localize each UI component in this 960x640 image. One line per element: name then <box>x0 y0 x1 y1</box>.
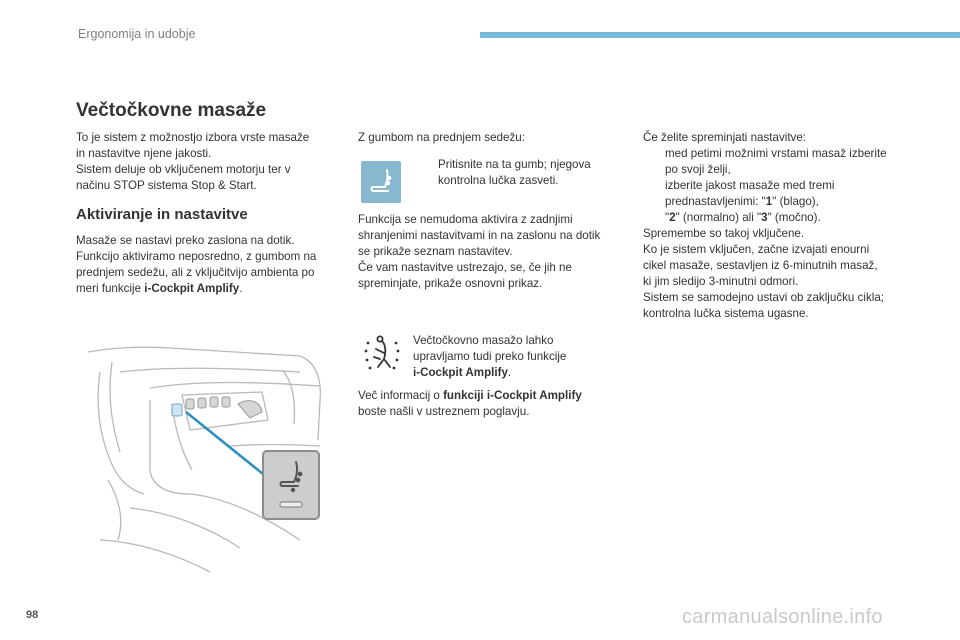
settings-paragraph-line: kontrolna lučka sistema ugasne. <box>643 307 809 320</box>
intensity-level-1: 1 <box>765 195 773 208</box>
button-paragraph-line: spreminjate, prikaže osnovni prikaz. <box>358 277 543 290</box>
settings-paragraph-line: ki jim sledijo 3-minutni odmori. <box>643 275 799 288</box>
seat-massage-button-closeup <box>262 450 320 520</box>
activation-paragraph <box>76 233 316 297</box>
activation-line: Funkcijo aktiviramo neposredno, z gumbom na <box>76 250 317 263</box>
seat-massage-button-icon <box>361 161 401 203</box>
bullet-line: po svoji želji, <box>665 163 731 176</box>
button-paragraph <box>358 212 600 292</box>
settings-intro: Če želite spreminjati nastavitve: <box>643 131 807 144</box>
bullet-line: Pritisnite na ta gumb; njegova <box>438 158 591 171</box>
icockpit-amplify-term: i-Cockpit Amplify <box>413 366 508 379</box>
settings-paragraph <box>643 226 884 322</box>
settings-bullet-intensity: izberite jakost masaže med tremi prednastavljenimi: "1" (blago), "2" (normalno) ali "3" (močno). <box>665 179 835 224</box>
amplify-note-line: upravljamo tudi preko funkcije <box>413 350 567 363</box>
activation-line-prefix: meri funkcije <box>76 282 145 295</box>
button-paragraph-line: shranjenimi nastavitvami in na zaslonu na dotik <box>358 229 601 242</box>
intensity-level-3-label: " (močno). <box>767 211 821 224</box>
more-info-function-name: funkciji i-Cockpit Amplify <box>443 389 582 402</box>
header-accent-bar <box>480 32 960 38</box>
more-info-prefix: Več informacij o <box>358 389 444 402</box>
settings-paragraph-line: Spremembe so takoj vključene. <box>643 227 805 240</box>
amplify-note-suffix: . <box>507 366 512 379</box>
button-bullet <box>416 157 616 189</box>
bullet-line: izberite jakost masaže med tremi <box>665 179 835 192</box>
activation-line: Masaže se nastavi preko zaslona na dotik. <box>76 234 295 247</box>
intensity-level-2: 2 <box>669 211 676 224</box>
button-intro: Z gumbom na prednjem sedežu: <box>358 131 525 144</box>
activation-line: prednjem sedežu, ali z vključitvijo ambienta po <box>76 266 315 279</box>
settings-paragraph-line: Ko je sistem vključen, začne izvajati enourni <box>643 243 870 256</box>
bullet-line: prednastavljenimi: " <box>665 195 766 208</box>
page-number: 98 <box>26 609 39 621</box>
intro-line: Sistem deluje ob vključenem motorju ter v <box>76 163 291 176</box>
section-header-label: Ergonomija in udobje <box>78 27 196 41</box>
page-title: Večtočkovne masaže <box>76 100 267 121</box>
activation-line-suffix: . <box>239 282 243 295</box>
button-paragraph-line: Če vam nastavitve ustrezajo, se, če jih ne <box>358 261 572 274</box>
section-subtitle: Aktiviranje in nastavitve <box>76 206 248 223</box>
settings-paragraph-line: Sistem se samodejno ustavi ob zaključku cikla; <box>643 291 885 304</box>
intro-line: in nastavitve njene jakosti. <box>76 147 212 160</box>
button-paragraph-line: Funkcija se nemudoma aktivira z zadnjimi <box>358 213 573 226</box>
watermark: carmanualsonline.info <box>682 606 883 628</box>
intensity-level-3: 3 <box>761 211 768 224</box>
settings-paragraph-line: cikel masaže, sestavljen iz 6-minutnih masaž, <box>643 259 878 272</box>
intro-line: To je sistem z možnostjo izbora vrste masaže <box>76 131 310 144</box>
icockpit-amplify-term: i-Cockpit Amplify <box>144 282 240 295</box>
multipoint-massage-icon <box>362 333 402 375</box>
settings-bullet-type <box>643 146 913 178</box>
amplify-note-line: Večtočkovno masažo lahko <box>413 334 554 347</box>
bullet-line: kontrolna lučka zasveti. <box>438 174 559 187</box>
amplify-note <box>413 333 566 381</box>
button-paragraph-line: se prikaže seznam nastavitev. <box>358 245 513 258</box>
intro-paragraph <box>76 130 309 194</box>
intensity-level-1-label: " (blago), <box>772 195 819 208</box>
intro-line: načinu STOP sistema Stop & Start. <box>76 179 257 192</box>
bullet-line: med petimi možnimi vrstami masaž izberite <box>665 147 887 160</box>
more-info-line: boste našli v ustreznem poglavju. <box>358 405 530 418</box>
seat-massage-button-closeup-icon <box>264 452 318 518</box>
more-info-paragraph <box>358 388 582 420</box>
intensity-level-2-label: " (normalno) ali " <box>675 211 762 224</box>
